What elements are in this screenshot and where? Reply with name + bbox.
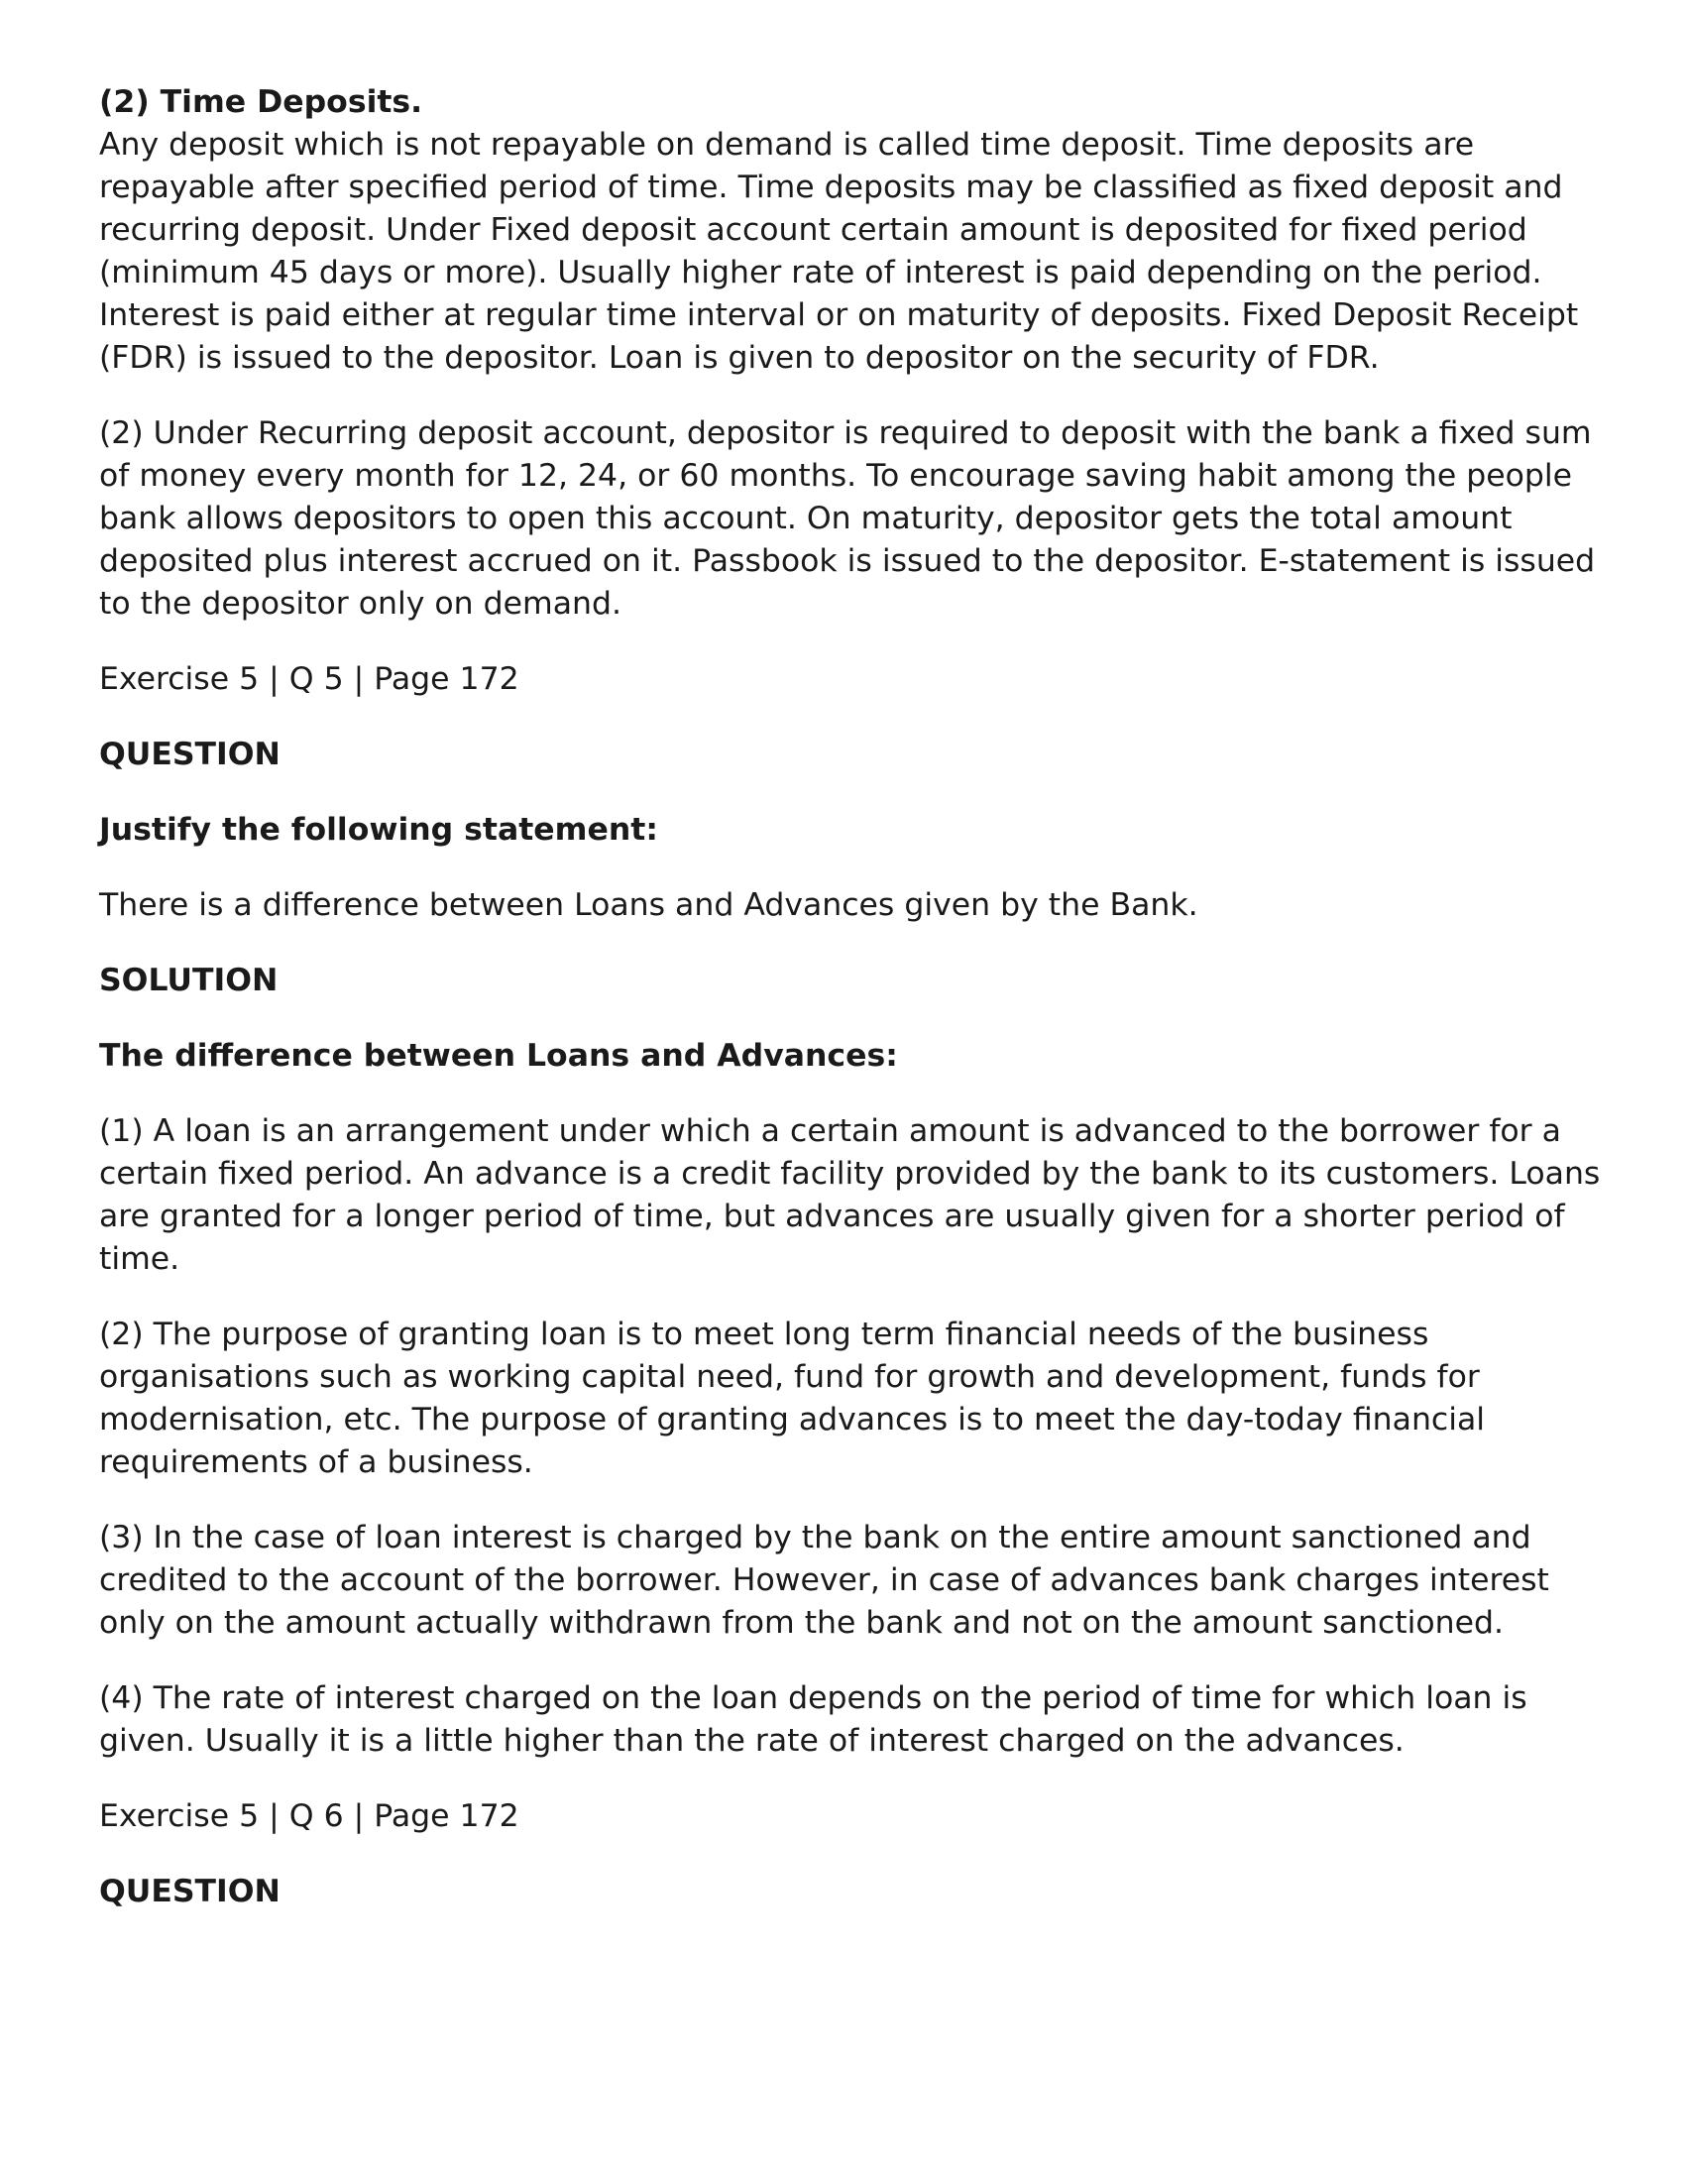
solution-title: The difference between Loans and Advances: [99,1038,898,1074]
document-page [99,81,1606,1913]
time-deposits-paragraph: Any deposit which is not repayable on demand is called time deposit. Time deposits are repayable after specified period of time. Time deposits may be classified as fixed deposit and recurring deposit. Under Fixed deposit account certain amount is deposited for fixed period (minimum 45 days or more). Usually higher rate of interest is paid depending on the period. Interest is paid either at regular time interval or on maturity of deposits. Fixed Deposit Receipt (FDR) is issued to the depositor. Loan is given to depositor on the security of FDR. [99,127,1579,376]
question-label: QUESTION [99,737,281,772]
solution-point-3: (3) In the case of loan interest is charged by the bank on the entire amount sanctioned and credited to the account of the borrower. However, in case of advances bank charges interest only on the amount actually withdrawn from the bank and not on the amount sanctioned. [99,1520,1549,1641]
exercise-reference-q5: Exercise 5 | Q 5 | Page 172 [99,661,519,697]
section-heading-time-deposits: (2) Time Deposits. [99,84,423,120]
solution-label: SOLUTION [99,963,279,998]
exercise-reference-q6: Exercise 5 | Q 6 | Page 172 [99,1798,519,1834]
question-prompt: Justify the following statement: [99,812,658,848]
recurring-deposit-paragraph: (2) Under Recurring deposit account, depositor is required to deposit with the bank a fixed sum of money every month for 12, 24, or 60 months. To encourage saving habit among the people bank allows depositors to open this account. On maturity, depositor gets the total amount deposited plus interest accrued on it. Passbook is issued to the depositor. E-statement is issued to the depositor only on demand. [99,415,1596,622]
solution-point-1: (1) A loan is an arrangement under which a certain amount is advanced to the borrower for a certain fixed period. An advance is a credit facility provided by the bank to its customers. Loans are granted for a longer period of time, but advances are usually given for a shorter period of time. [99,1113,1601,1277]
solution-point-2: (2) The purpose of granting loan is to meet long term financial needs of the business organisations such as working capital need, fund for growth and development, funds for modernisation, etc. The purpose of granting advances is to meet the day-today financial requirements of a business. [99,1317,1486,1480]
question-statement: There is a difference between Loans and Advances given by the Bank. [99,887,1198,923]
question-label-next: QUESTION [99,1874,281,1909]
solution-point-4: (4) The rate of interest charged on the loan depends on the period of time for which loan is given. Usually it is a little higher than the rate of interest charged on the advances. [99,1680,1527,1759]
